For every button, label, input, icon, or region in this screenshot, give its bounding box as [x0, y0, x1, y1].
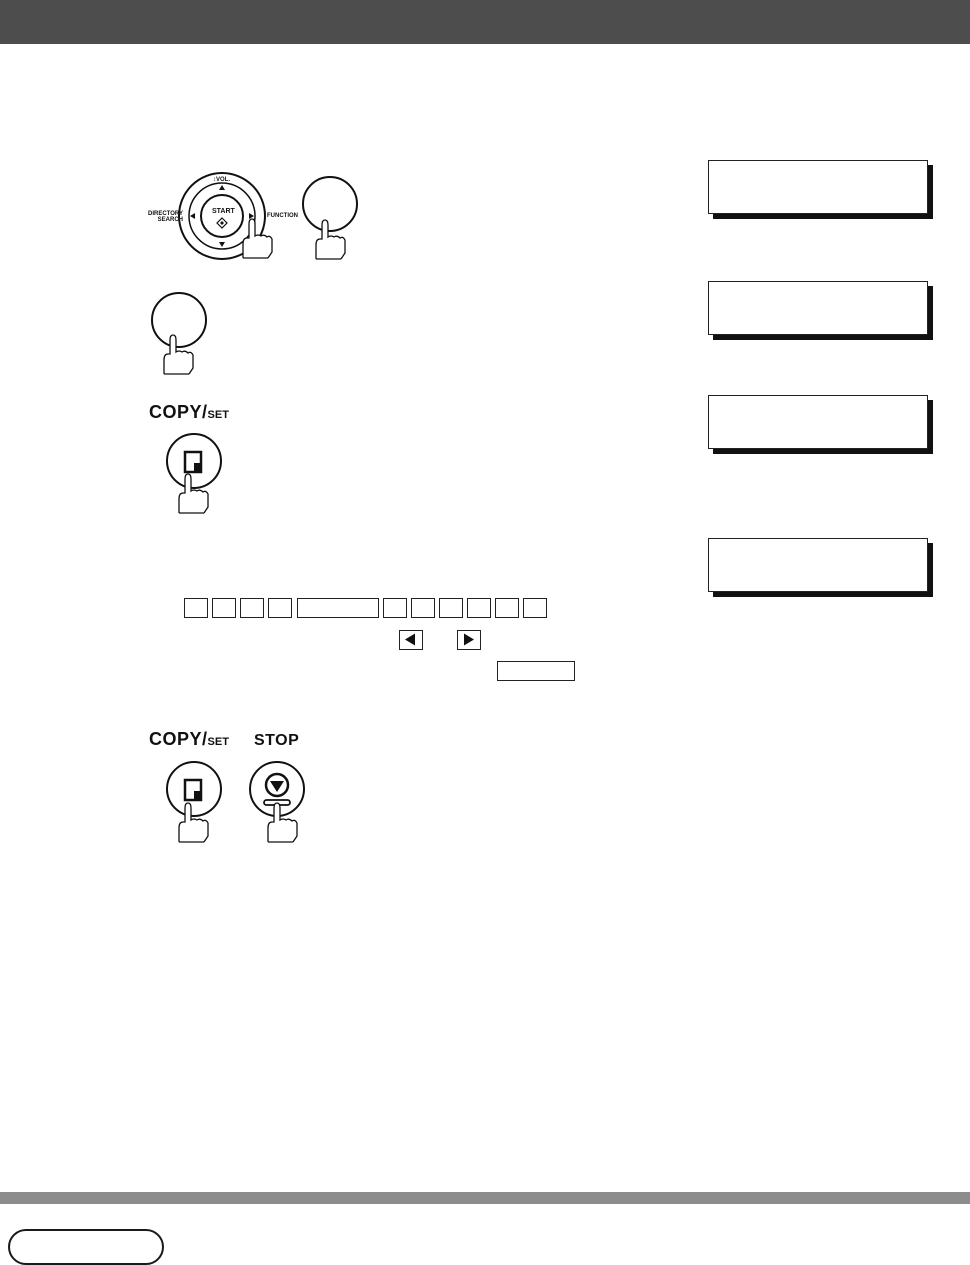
space-key[interactable]: [297, 598, 379, 618]
directory-search-label: DIRECTORY SEARCH: [148, 211, 184, 223]
lcd-display-step3: [708, 395, 928, 449]
key[interactable]: [495, 598, 519, 618]
key[interactable]: [383, 598, 407, 618]
lcd-display-step4: [708, 538, 928, 592]
copy-set-label-step5: COPY/SET: [149, 729, 229, 749]
key[interactable]: [212, 598, 236, 618]
right-arrow-icon: [458, 631, 479, 648]
copy-set-label-step3: COPY/SET: [149, 402, 229, 422]
right-arrow-key[interactable]: [457, 630, 481, 650]
start-label: START: [212, 208, 235, 215]
footer-bar: [0, 1192, 970, 1204]
footer-page-tab: [8, 1229, 164, 1265]
stop-button-icon[interactable]: [244, 758, 314, 846]
wide-key[interactable]: [497, 661, 575, 681]
key[interactable]: [439, 598, 463, 618]
lcd-display-step1: [708, 160, 928, 214]
stop-label: STOP: [254, 732, 300, 749]
copy-set-button-icon[interactable]: [160, 430, 230, 516]
volume-label: ↕VOL.: [213, 177, 231, 183]
key[interactable]: [240, 598, 264, 618]
lcd-display-step2: [708, 281, 928, 335]
left-arrow-icon: [400, 631, 421, 648]
left-arrow-key[interactable]: [399, 630, 423, 650]
key[interactable]: [411, 598, 435, 618]
copy-set-button-icon[interactable]: [160, 758, 230, 846]
header-bar: [0, 0, 970, 44]
key[interactable]: [467, 598, 491, 618]
round-button-icon[interactable]: [145, 290, 210, 378]
key[interactable]: [268, 598, 292, 618]
function-label: FUNCTION: [267, 213, 298, 219]
function-button-icon[interactable]: [300, 173, 362, 265]
key[interactable]: [184, 598, 208, 618]
key[interactable]: [523, 598, 547, 618]
